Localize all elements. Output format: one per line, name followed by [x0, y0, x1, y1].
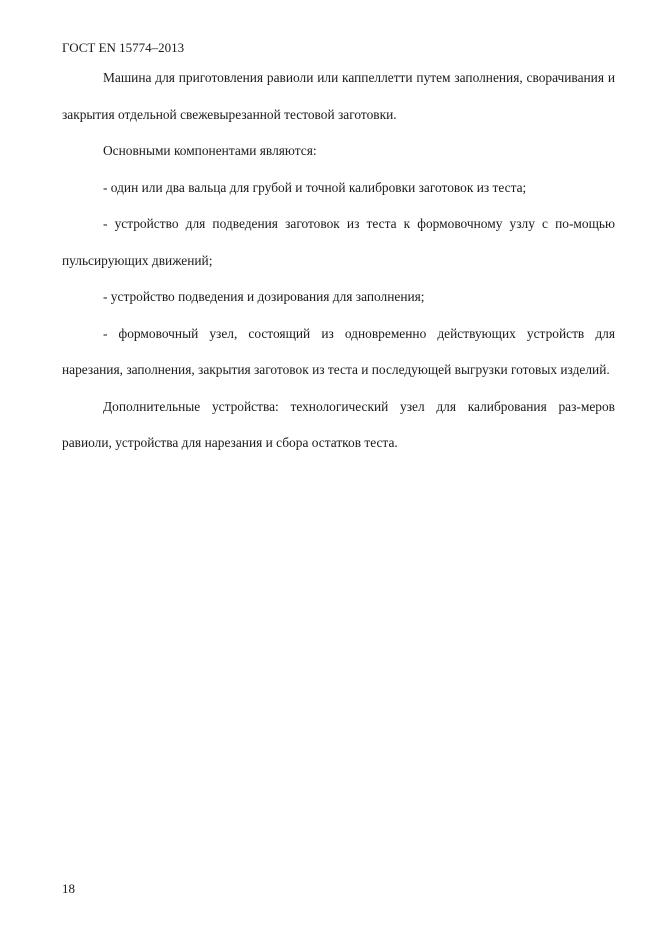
list-item-dosing-device: - устройство подведения и дозирования для заполнения;	[103, 289, 425, 304]
document-body	[62, 60, 615, 462]
paragraph-main-components: Основными компонентами являются:	[103, 143, 317, 158]
list-item-rollers: - один или два вальца для грубой и точной калибровки заготовок из теста;	[103, 179, 527, 195]
document-header: ГОСТ EN 15774–2013	[62, 40, 185, 55]
list-item-feeding-device: - устройство для подведения заготовок из теста к формовочному узлу с по-мощью пульсирующих движений;	[62, 216, 615, 268]
list-item-forming-unit: - формовочный узел, состоящий из одновременно действующих устройств для нарезания, заполнения, закрытия заготовок из теста и последующей выгрузки готовых изделий.	[62, 325, 615, 377]
paragraph-additional-devices: Дополнительные устройства: технологический узел для калибрования раз-меров равиоли, устройства для нарезания и сбора остатков теста.	[62, 398, 615, 450]
page-number: 18	[62, 881, 75, 896]
paragraph-machine-description: Машина для приготовления равиоли или каппеллетти путем заполнения, сворачивания и закрытия отдельной свежевырезанной тестовой заготовки.	[62, 70, 615, 122]
